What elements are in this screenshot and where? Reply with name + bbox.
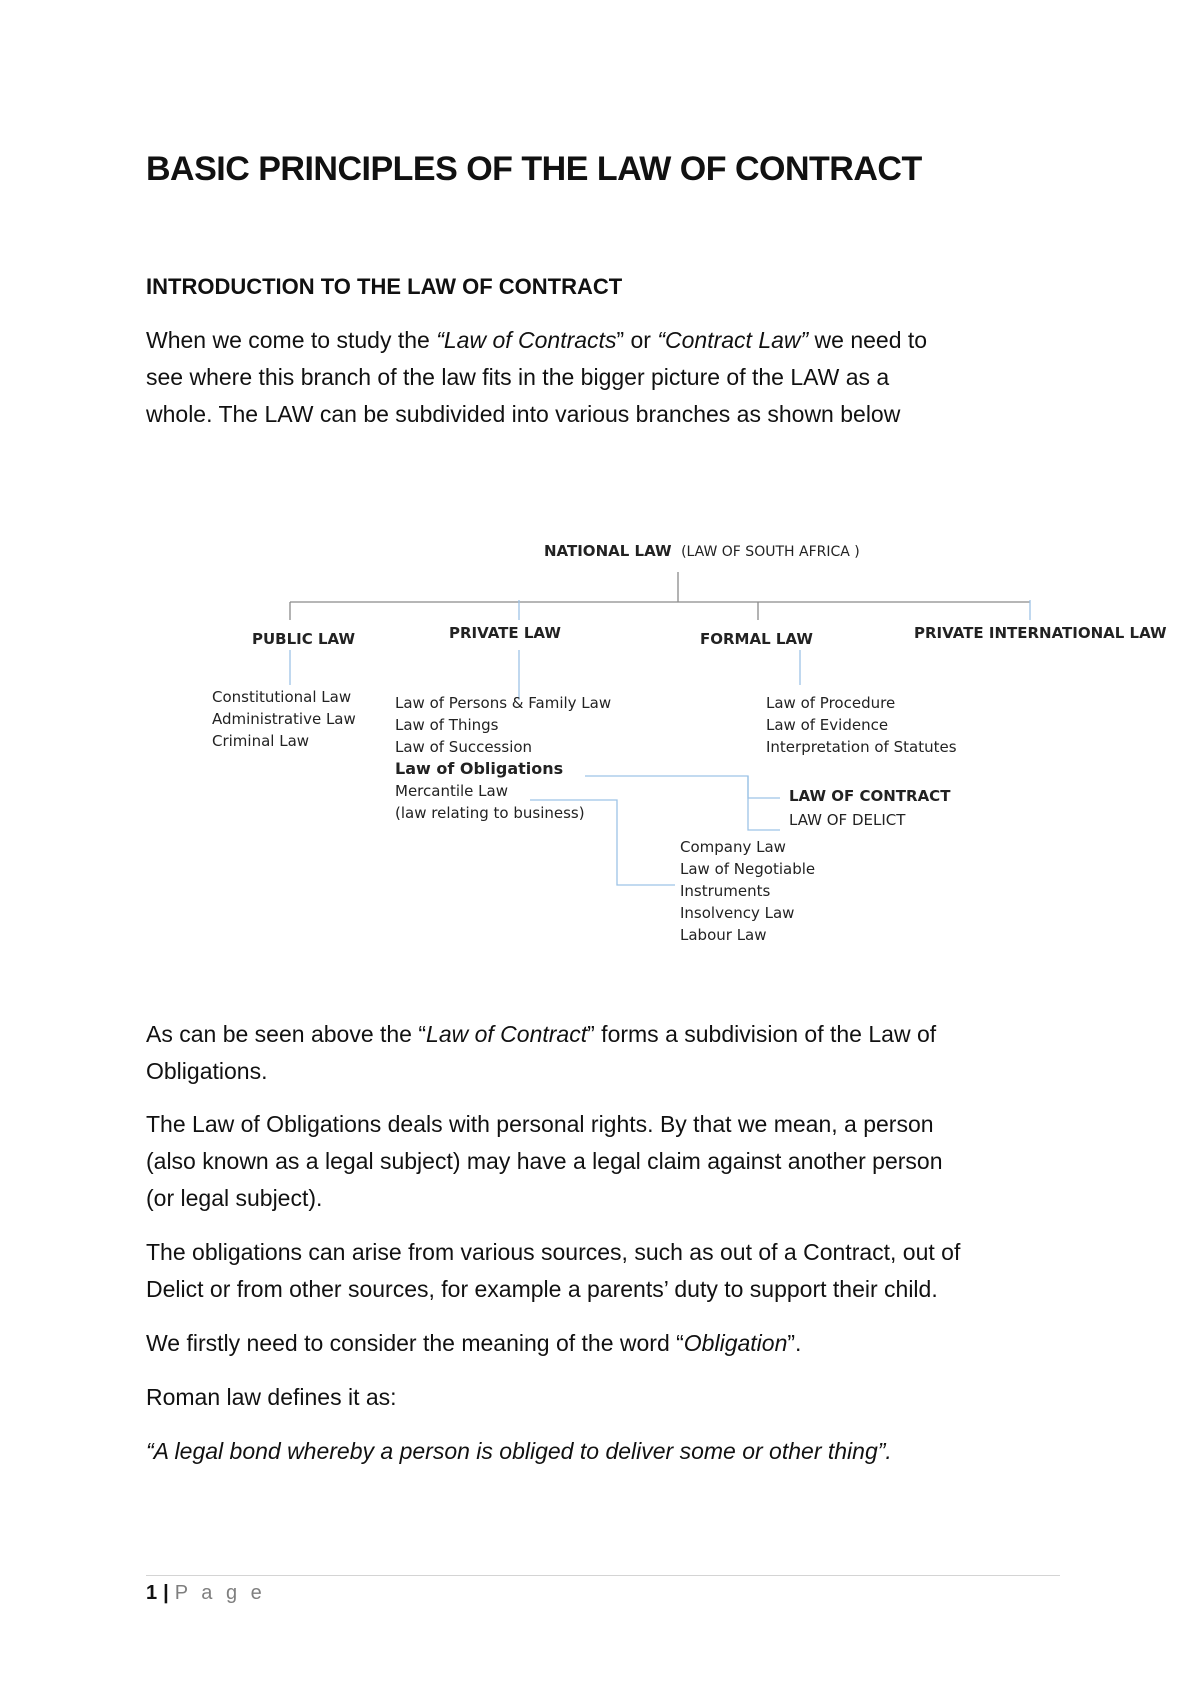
intro-text: ” or xyxy=(616,327,658,353)
page-label: P a g e xyxy=(174,1582,266,1604)
list-item: Law of Things xyxy=(395,716,499,734)
list-item: Law of Evidence xyxy=(766,716,889,734)
p1-line-2: Obligations. xyxy=(146,1058,268,1084)
p1-term-law-of-contract: Law of Contract xyxy=(426,1021,588,1047)
formal-law-items xyxy=(766,692,957,758)
page-footer xyxy=(146,1582,266,1605)
paragraph-roman-law: Roman law defines it as: xyxy=(146,1384,397,1410)
public-law-items xyxy=(212,686,356,752)
intro-term-contract-law: “Contract Law” xyxy=(657,327,809,353)
intro-line-2: see where this branch of the law fits in the bigger picture of the LAW as a xyxy=(146,364,890,390)
root-sub-label: (LAW OF SOUTH AFRICA ) xyxy=(681,544,860,560)
p4-text: ”. xyxy=(787,1330,802,1356)
footer-divider xyxy=(146,1575,1060,1576)
p1-text: ” forms a subdivision of the Law of xyxy=(587,1021,937,1047)
law-of-contract-node: LAW OF CONTRACT xyxy=(789,787,951,805)
intro-text: we need to xyxy=(808,327,928,353)
list-item: Criminal Law xyxy=(212,732,310,750)
list-item: Administrative Law xyxy=(212,710,356,728)
intro-paragraph xyxy=(146,322,1066,433)
p3-line-2: Delict or from other sources, for example a parents’ duty to support their child. xyxy=(146,1276,938,1302)
p2-line-1: The Law of Obligations deals with personal rights. By that we mean, a person xyxy=(146,1111,934,1137)
contract-connector xyxy=(748,776,780,798)
list-item: Interpretation of Statutes xyxy=(766,738,957,756)
p4-line-1 xyxy=(146,1325,1066,1362)
roman-law-definition-quote: “A legal bond whereby a person is obliged to deliver some or other thing”. xyxy=(146,1438,892,1464)
branch-public-law: PUBLIC LAW xyxy=(252,630,356,648)
intro-line-3: whole. The LAW can be subdivided into various branches as shown below xyxy=(146,401,901,427)
page-number: 1 xyxy=(146,1582,158,1604)
intro-line-1 xyxy=(146,322,1066,359)
p4-term-obligation: Obligation xyxy=(683,1330,788,1356)
p2-line-2: (also known as a legal subject) may have a legal claim against another person xyxy=(146,1148,943,1174)
list-item: Labour Law xyxy=(680,926,767,944)
intro-text: When we come to study the xyxy=(146,327,437,353)
paragraph-obligation-sources xyxy=(146,1234,1066,1308)
p4-text: We firstly need to consider the meaning of the word “ xyxy=(146,1330,684,1356)
diagram-root xyxy=(544,542,860,560)
law-of-obligations-item: Law of Obligations xyxy=(395,759,564,778)
law-branches-diagram xyxy=(0,520,1200,970)
list-item: Law of Persons & Family Law xyxy=(395,694,612,712)
list-item: Company Law xyxy=(680,838,786,856)
list-item: Law of Succession xyxy=(395,738,533,756)
paragraph-law-of-contract xyxy=(146,1016,1066,1090)
mercantile-law-items xyxy=(680,836,815,946)
paragraph-law-of-obligations xyxy=(146,1106,1066,1217)
law-of-delict-node: LAW OF DELICT xyxy=(789,811,906,829)
list-item: Instruments xyxy=(680,882,771,900)
obligations-connector xyxy=(585,776,780,830)
section-heading: INTRODUCTION TO THE LAW OF CONTRACT xyxy=(146,274,623,299)
private-law-items xyxy=(395,692,611,824)
p1-line-1 xyxy=(146,1016,1066,1053)
list-item: Insolvency Law xyxy=(680,904,795,922)
document-title: BASIC PRINCIPLES OF THE LAW OF CONTRACT xyxy=(146,150,922,188)
mercantile-law-item: Mercantile Law xyxy=(395,782,508,800)
paragraph-obligation-meaning xyxy=(146,1325,1066,1362)
branch-formal-law: FORMAL LAW xyxy=(700,630,813,648)
p2-line-3: (or legal subject). xyxy=(146,1185,323,1211)
root-label: NATIONAL LAW xyxy=(544,542,672,560)
footer-separator: | xyxy=(163,1582,169,1604)
list-item: Law of Negotiable xyxy=(680,860,816,878)
p1-text: As can be seen above the “ xyxy=(146,1021,427,1047)
intro-term-law-of-contracts: “Law of Contracts xyxy=(436,327,617,353)
list-item: Law of Procedure xyxy=(766,694,896,712)
branch-private-international-law: PRIVATE INTERNATIONAL LAW xyxy=(914,624,1167,642)
branch-private-law: PRIVATE LAW xyxy=(449,624,561,642)
list-item: Constitutional Law xyxy=(212,688,352,706)
p3-line-1: The obligations can arise from various sources, such as out of a Contract, out of xyxy=(146,1239,961,1265)
mercantile-note: (law relating to business) xyxy=(395,804,585,822)
